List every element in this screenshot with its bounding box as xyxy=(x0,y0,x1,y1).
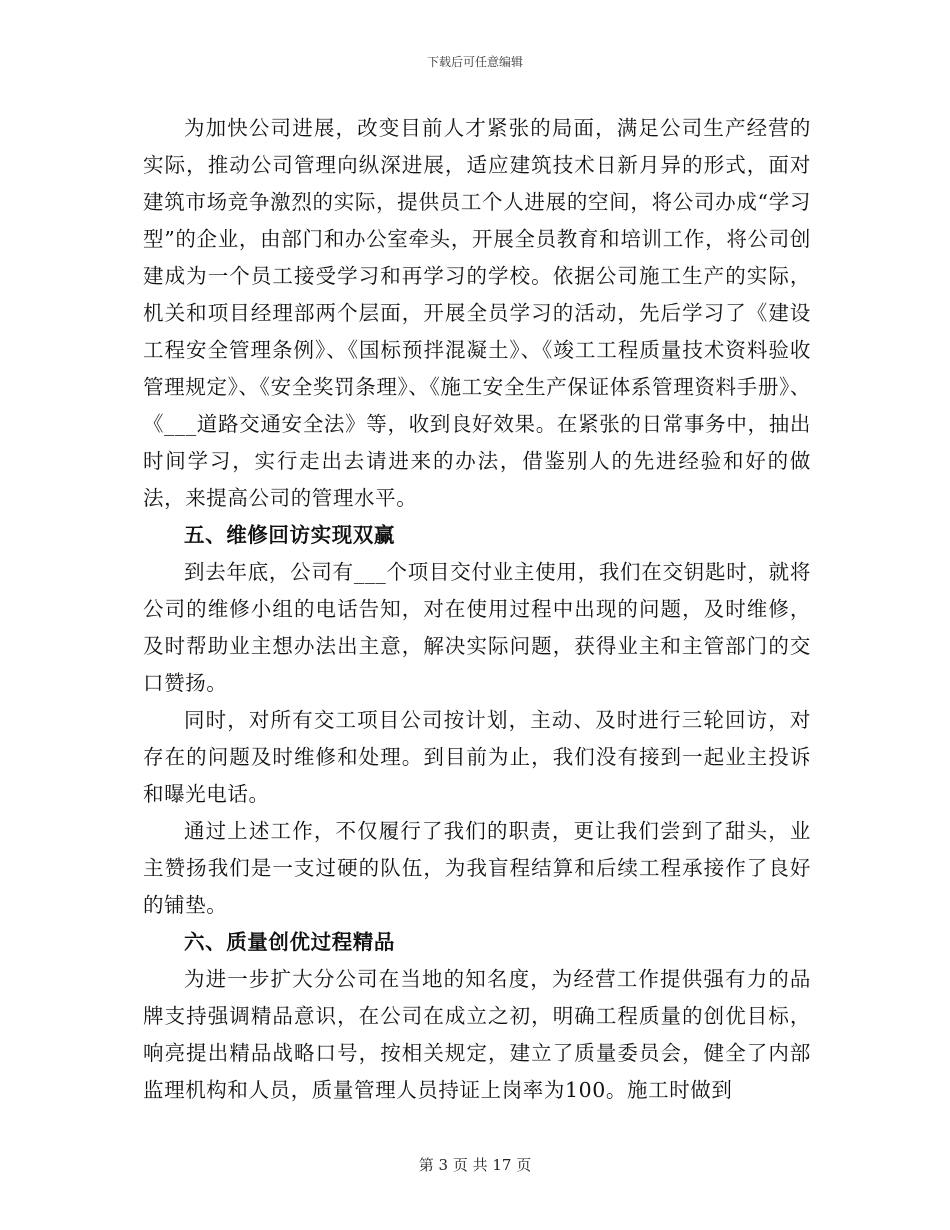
page-number: 第 3 页 共 17 页 xyxy=(418,1156,532,1174)
paragraph-result: 通过上述工作，不仅履行了我们的职责，更让我们尝到了甜头，业主赞扬我们是一支过硬的队伍，为我盲程结算和后续工程承接作了良好的铺垫。 xyxy=(143,819,811,917)
paragraph-revisit: 同时，对所有交工项目公司按计划，主动、及时进行三轮回访，对存在的问题及时维修和处理。到目前为止，我们没有接到一起业主投诉和曝光电话。 xyxy=(143,708,811,806)
paragraph-quality: 为进一步扩大分公司在当地的知名度，为经营工作提供强有力的品牌支持强调精品意识，在公司在成立之初，明确工程质量的创优目标，响亮提出精品战略口号，按相关规定，建立了质量委员会，健全了内部监理机构和人员，质量管理人员持证上岗率为100。施工时做到 xyxy=(143,967,811,1102)
section-heading-5: 五、维修回访实现双赢 xyxy=(184,523,395,547)
page-header-note: 下载后可任意编辑 xyxy=(426,55,523,69)
paragraph-learning: 为加快公司进展，改变目前人才紧张的局面，满足公司生产经营的实际，推动公司管理向纵深进展，适应建筑技术日新月异的形式，面对建筑市场竞争激烈的实际，提供员工个人进展的空间，将公司办成“学习型”的企业，由部门和办公室牵头，开展全员教育和培训工作，将公司创建成为一个员工接受学习和再学习的学校。依据公司施工生产的实际，机关和项目经理部两个层面，开展全员学习的活动，先后学习了《建设工程安全管理条例》、《国标预拌混凝土》、《竣工工程质量技术资料验收管理规定》、《安全奖罚条理》、《施工安全生产保证体系管理资料手册》、《___道路交通安全法》等，收到良好效果。在紧张的日常事务中，抽出时间学习，实行走出去请进来的办法，借鉴别人的先进经验和好的做法，来提高公司的管理水平。 xyxy=(143,116,811,510)
section-heading-6: 六、质量创优过程精品 xyxy=(184,930,395,954)
document-body xyxy=(143,110,811,1109)
paragraph-maintenance: 到去年底，公司有___个项目交付业主使用，我们在交钥匙时，就将公司的维修小组的电话告知，对在使用过程中出现的问题，及时维修，及时帮助业主想办法出主意，解决实际问题，获得业主和主管部门的交口赞扬。 xyxy=(143,560,811,695)
